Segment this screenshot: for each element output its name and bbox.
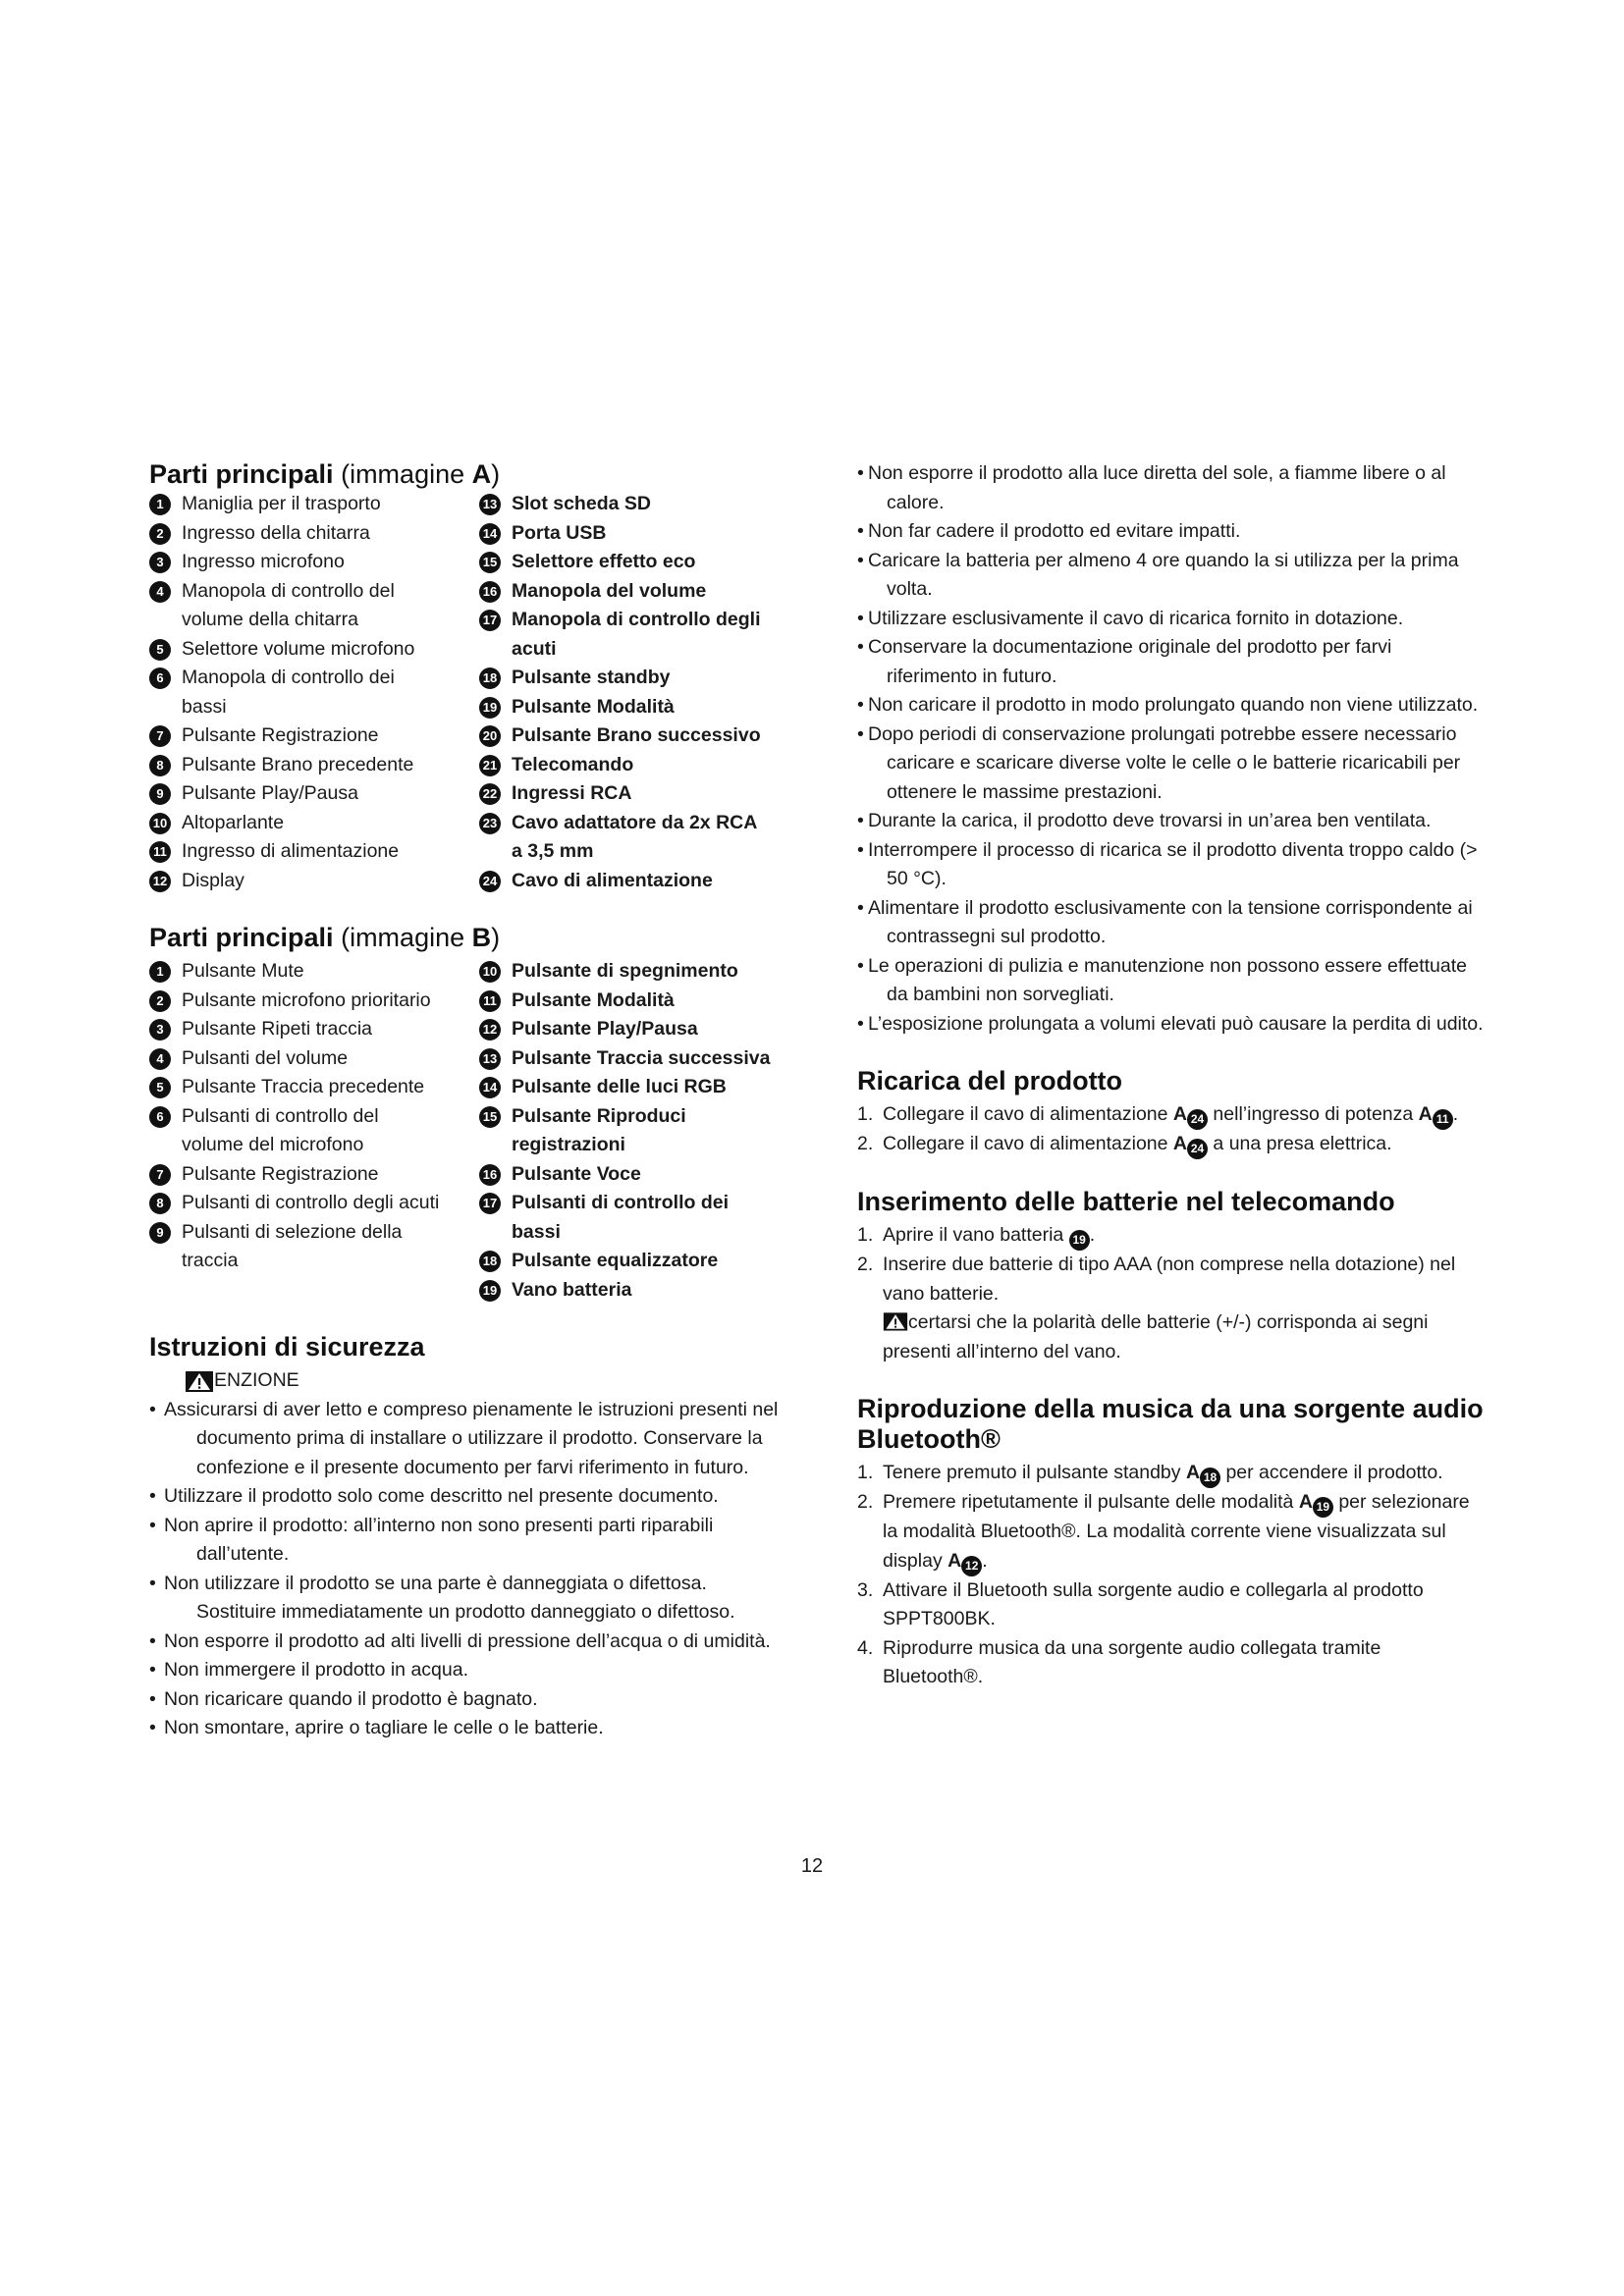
part-item: 6 Pulsanti di controllo del volume del microfono bbox=[149, 1102, 479, 1160]
part-item: 9 Pulsante Play/Pausa bbox=[149, 779, 479, 809]
part-item: 7 Pulsante Registrazione bbox=[149, 1160, 479, 1190]
part-item: 12 Display bbox=[149, 867, 479, 896]
part-item: 9 Pulsanti di selezione della traccia bbox=[149, 1218, 479, 1276]
part-item: 13 Slot scheda SD bbox=[479, 490, 787, 519]
list-item: • L’esposizione prolungata a volumi elevati può causare la perdita di udito. bbox=[857, 1010, 1486, 1040]
list-item: • Non aprire il prodotto: all’interno non sono presenti parti riparabili dall’utente. bbox=[149, 1512, 787, 1570]
list-item: • Non far cadere il prodotto ed evitare impatti. bbox=[857, 517, 1486, 547]
list-item: • Alimentare il prodotto esclusivamente con la tensione corrispondente ai contrassegni sul prodotto. bbox=[857, 894, 1486, 952]
warning-icon bbox=[185, 1369, 214, 1393]
list-item: • Caricare la batteria per almeno 4 ore quando la si utilizza per la prima volta. bbox=[857, 547, 1486, 605]
list-item: • Non immergere il prodotto in acqua. bbox=[149, 1656, 787, 1685]
list-item: • Utilizzare il prodotto solo come descritto nel presente documento. bbox=[149, 1482, 787, 1512]
parts-a-heading: Parti principali (immagine A) bbox=[149, 459, 501, 489]
list-item: 3. Attivare il Bluetooth sulla sorgente audio e collegarla al prodotto SPPT800BK. bbox=[857, 1578, 1424, 1629]
part-item: 5 Selettore volume microfono bbox=[149, 635, 479, 665]
part-item: 1 Maniglia per il trasporto bbox=[149, 490, 479, 519]
list-item: • Dopo periodi di conservazione prolungati potrebbe essere necessario caricare e scaricare diverse volte le celle o le batterie ricaricabili per ottenere le massime prestazioni. bbox=[857, 721, 1486, 808]
batteries-heading: Inserimento delle batterie nel telecomando bbox=[857, 1187, 1395, 1216]
list-item: • Non smontare, aprire o tagliare le celle o le batterie. bbox=[149, 1714, 787, 1743]
warning-icon bbox=[883, 1310, 908, 1332]
part-item: 7 Pulsante Registrazione bbox=[149, 721, 479, 751]
part-item: 2 Pulsante microfono prioritario bbox=[149, 987, 479, 1016]
part-item: 11 Ingresso di alimentazione bbox=[149, 837, 479, 867]
list-item: 2. Inserire due batterie di tipo AAA (non comprese nella dotazione) nel vano batterie. certarsi che la polarità delle batterie (+/-) corrisponda ai segni presenti all’interno del vano. bbox=[857, 1251, 1486, 1366]
list-item: • Non esporre il prodotto alla luce diretta del sole, a fiamme libere o al calore. bbox=[857, 459, 1486, 517]
safety-heading: Istruzioni di sicurezza bbox=[149, 1332, 425, 1362]
parts-a-list bbox=[149, 490, 787, 895]
charging-heading: Ricarica del prodotto bbox=[857, 1066, 1123, 1095]
page-number: 12 bbox=[800, 1855, 824, 1877]
list-item: • Utilizzare esclusivamente il cavo di ricarica fornito in dotazione. bbox=[857, 605, 1486, 634]
part-item: 6 Manopola di controllo dei bassi bbox=[149, 664, 479, 721]
parts-b-col-right bbox=[479, 957, 787, 1305]
list-item: 4. Riprodurre musica da una sorgente audio collegata tramite Bluetooth®. bbox=[857, 1636, 1381, 1687]
parts-a-col-left bbox=[149, 490, 479, 895]
bluetooth-heading: Riproduzione della musica da una sorgente audio Bluetooth® bbox=[857, 1394, 1484, 1454]
part-item: 14 Porta USB bbox=[479, 519, 787, 549]
list-item: • Non utilizzare il prodotto se una parte è danneggiata o difettosa. Sostituire immediatamente un prodotto danneggiato o difettoso. bbox=[149, 1570, 787, 1628]
part-item: 15 Selettore effetto eco bbox=[479, 548, 787, 577]
right-column bbox=[857, 459, 1486, 1692]
part-item: 22 Ingressi RCA bbox=[479, 779, 787, 809]
bluetooth-steps bbox=[857, 1459, 1486, 1692]
parts-a-col-right bbox=[479, 490, 787, 895]
part-item: 17 Manopola di controllo degli acuti bbox=[479, 606, 787, 664]
part-item: 19 Pulsante Modalità bbox=[479, 693, 787, 722]
part-item: 5 Pulsante Traccia precedente bbox=[149, 1073, 479, 1102]
list-item: • Non esporre il prodotto ad alti livelli di pressione dell’acqua o di umidità. bbox=[149, 1628, 787, 1657]
part-item: 23 Cavo adattatore da 2x RCA a 3,5 mm bbox=[479, 809, 787, 867]
part-item: 13 Pulsante Traccia successiva bbox=[479, 1044, 787, 1074]
part-item: 19 Vano batteria bbox=[479, 1276, 787, 1306]
part-item: 18 Pulsante equalizzatore bbox=[479, 1247, 787, 1276]
list-item: • Conservare la documentazione originale del prodotto per farvi riferimento in futuro. bbox=[857, 633, 1486, 691]
warning-label: ENZIONE bbox=[149, 1366, 787, 1396]
part-item: 24 Cavo di alimentazione bbox=[479, 867, 787, 896]
part-item: 16 Manopola del volume bbox=[479, 577, 787, 607]
part-item: 12 Pulsante Play/Pausa bbox=[479, 1015, 787, 1044]
list-item: 2. Premere ripetutamente il pulsante delle modalità A 19 per selezionare la modalità Bluetooth®. La modalità corrente viene visualizzata sul display A 12 . bbox=[857, 1488, 1486, 1576]
list-item: • Le operazioni di pulizia e manutenzione non possono essere effettuate da bambini non sorvegliati. bbox=[857, 952, 1486, 1010]
list-item: 1. Collegare il cavo di alimentazione A 24 nell’ingresso di potenza A 11 . bbox=[857, 1100, 1486, 1130]
list-item: • Non caricare il prodotto in modo prolungato quando non viene utilizzato. bbox=[857, 691, 1486, 721]
part-item: 21 Telecomando bbox=[479, 751, 787, 780]
part-item: 3 Pulsante Ripeti traccia bbox=[149, 1015, 479, 1044]
part-item: 15 Pulsante Riproduci registrazioni bbox=[479, 1102, 787, 1160]
part-item: 2 Ingresso della chitarra bbox=[149, 519, 479, 549]
list-item: • Non ricaricare quando il prodotto è bagnato. bbox=[149, 1685, 787, 1715]
part-item: 1 Pulsante Mute bbox=[149, 957, 479, 987]
polarity-warning: certarsi che la polarità delle batterie (+/-) corrisponda ai segni presenti all’interno del vano. bbox=[883, 1311, 1429, 1362]
part-item: 3 Ingresso microfono bbox=[149, 548, 479, 577]
charging-steps bbox=[857, 1100, 1486, 1159]
parts-b-heading: Parti principali (immagine B) bbox=[149, 923, 501, 952]
part-item: 4 Manopola di controllo del volume della chitarra bbox=[149, 577, 479, 635]
list-item: • Assicurarsi di aver letto e compreso pienamente le istruzioni presenti nel documento prima di installare o utilizzare il prodotto. Conservare la confezione e il presente documento per farvi riferimento in futuro. bbox=[149, 1396, 787, 1483]
part-item: 8 Pulsanti di controllo degli acuti bbox=[149, 1189, 479, 1218]
part-item: 18 Pulsante standby bbox=[479, 664, 787, 693]
list-item: 1. Aprire il vano batteria 19 . bbox=[857, 1221, 1486, 1251]
safety-bullets-left bbox=[149, 1396, 787, 1743]
left-column bbox=[149, 459, 787, 1743]
list-item: • Durante la carica, il prodotto deve trovarsi in un’area ben ventilata. bbox=[857, 807, 1486, 836]
parts-b-list bbox=[149, 957, 787, 1305]
part-item: 11 Pulsante Modalità bbox=[479, 987, 787, 1016]
part-item: 16 Pulsante Voce bbox=[479, 1160, 787, 1190]
safety-body bbox=[149, 1366, 787, 1743]
list-item: 1. Tenere premuto il pulsante standby A 18 per accendere il prodotto. bbox=[857, 1459, 1486, 1488]
safety-bullets-right bbox=[857, 459, 1486, 1039]
part-item: 4 Pulsanti del volume bbox=[149, 1044, 479, 1074]
part-item: 17 Pulsanti di controllo dei bassi bbox=[479, 1189, 787, 1247]
part-item: 8 Pulsante Brano precedente bbox=[149, 751, 479, 780]
part-item: 10 Pulsante di spegnimento bbox=[479, 957, 787, 987]
list-item: • Interrompere il processo di ricarica se il prodotto diventa troppo caldo (> 50 °C). bbox=[857, 836, 1486, 894]
parts-b-col-left bbox=[149, 957, 479, 1305]
part-item: 14 Pulsante delle luci RGB bbox=[479, 1073, 787, 1102]
part-item: 10 Altoparlante bbox=[149, 809, 479, 838]
batteries-steps bbox=[857, 1221, 1486, 1366]
part-item: 20 Pulsante Brano successivo bbox=[479, 721, 787, 751]
list-item: 2. Collegare il cavo di alimentazione A 24 a una presa elettrica. bbox=[857, 1130, 1486, 1159]
